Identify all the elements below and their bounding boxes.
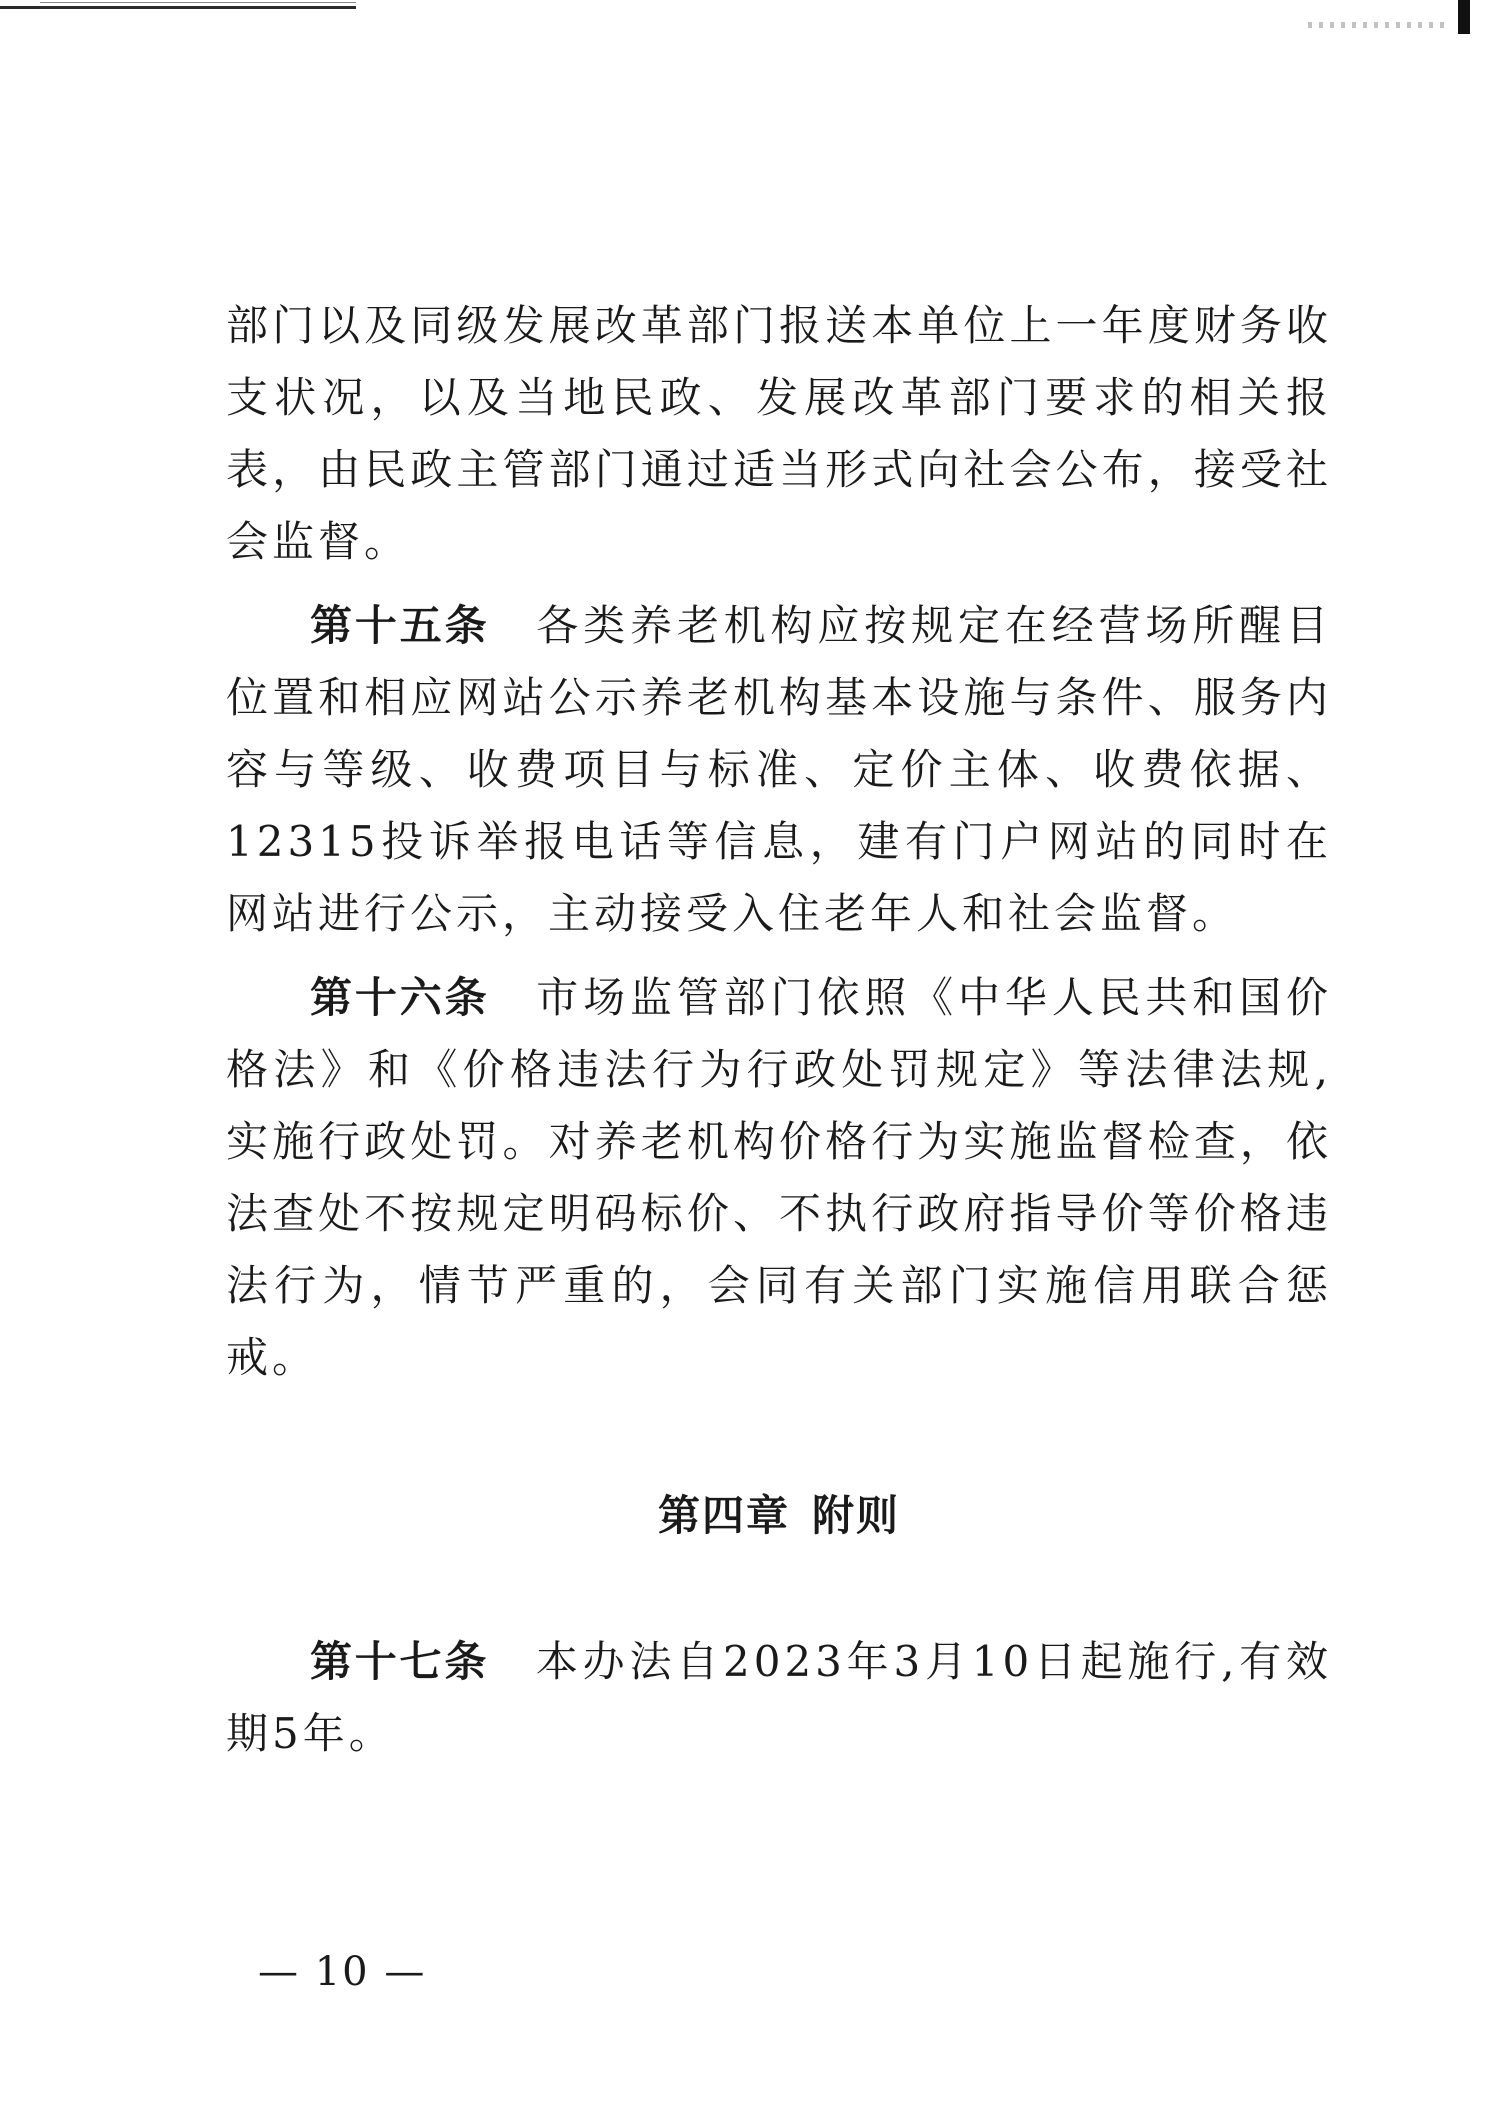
article-17-text: 本办法自2023年3月10日起施行,有效期5年。	[226, 1637, 1332, 1758]
paragraph-continuation: 部门以及同级发展改革部门报送本单位上一年度财务收支状况，以及当地民政、发展改革部门要求的相关报表，由民政主管部门通过适当形式向社会公布，接受社会监督。	[226, 301, 1332, 566]
article-16-text: 市场监管部门依照《中华人民共和国价格法》和《价格违法行为行政处罚规定》等法律法规,实施行政处罚。对养老机构价格行为实施监督检查，依法查处不按规定明码标价、不执行政府指导价等价格违法行为，情节严重的，会同有关部门实施信用联合惩戒。	[226, 973, 1332, 1382]
scan-noise-marks	[1308, 22, 1448, 28]
scan-corner-mark	[1458, 0, 1470, 34]
document-body	[226, 290, 1332, 1770]
article-15-label: 第十五条	[310, 601, 490, 650]
article-16	[226, 962, 1332, 1394]
article-15-text: 各类养老机构应按规定在经营场所醒目位置和相应网站公示养老机构基本设施与条件、服务内容与等级、收费项目与标准、定价主体、收费依据、12315投诉举报电话等信息，建有门户网站的同时在网站进行公示，主动接受入住老年人和社会监督。	[226, 601, 1332, 938]
article-16-label: 第十六条	[310, 973, 490, 1022]
chapter-4-number: 第四章	[657, 1491, 790, 1540]
article-17-label: 第十七条	[310, 1637, 490, 1686]
scan-edge-line-thin	[40, 2, 356, 3]
scan-edge-line	[0, 6, 356, 9]
article-17	[226, 1626, 1332, 1770]
page-number: — 10 —	[258, 1949, 427, 1995]
chapter-4-title	[226, 1480, 1332, 1552]
chapter-4-name: 附则	[812, 1491, 901, 1540]
article-15	[226, 590, 1332, 950]
